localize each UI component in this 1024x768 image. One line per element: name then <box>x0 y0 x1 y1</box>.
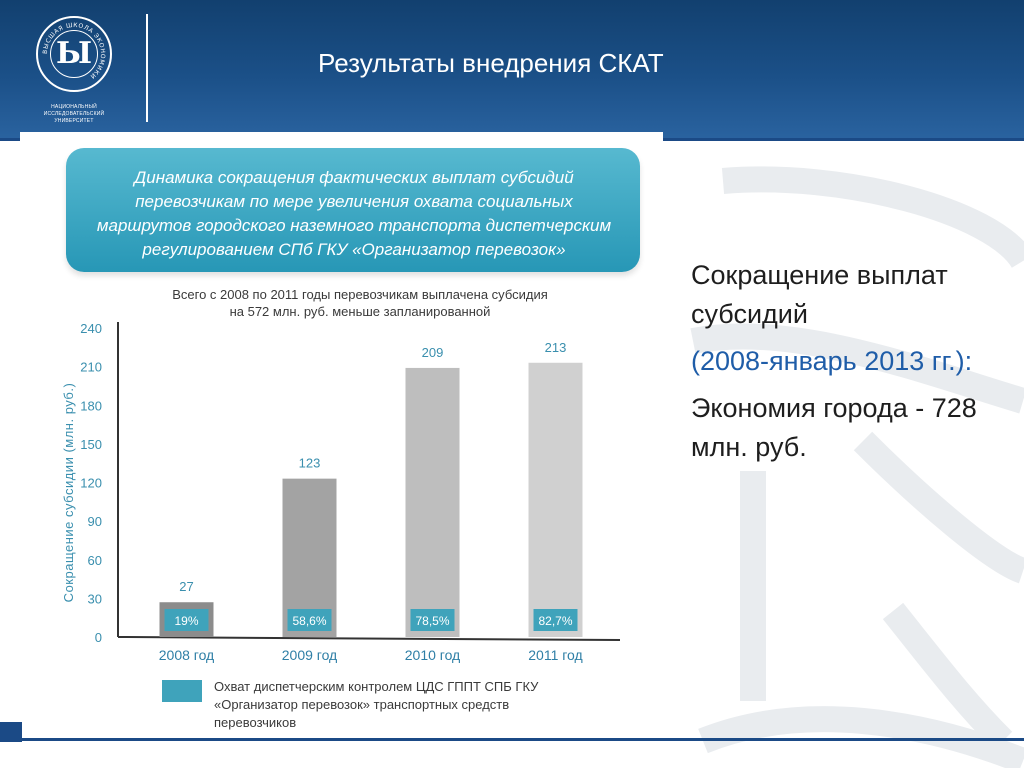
bar-value-label: 213 <box>544 339 567 355</box>
coverage-label: 19% <box>174 614 199 628</box>
logo-ring-text: ВЫСШАЯ ШКОЛА ЭКОНОМИКИ <box>41 21 107 81</box>
y-tick-label: 210 <box>80 359 102 375</box>
bar <box>529 363 583 637</box>
logo-caption <box>22 104 126 125</box>
bar-value-label: 27 <box>179 579 194 595</box>
chart-panel <box>20 132 663 740</box>
x-category-label: 2010 год <box>404 647 461 663</box>
side-line2: (2008-январь 2013 гг.): <box>691 346 973 376</box>
chart-note-line1: Всего с 2008 по 2011 годы перевозчикам выплачена субсидия <box>172 287 548 302</box>
bar-value-label: 209 <box>421 344 444 360</box>
y-axis-title: Сокращение субсидии (млн. руб.) <box>61 382 76 603</box>
x-category-label: 2011 год <box>528 647 583 663</box>
header-divider <box>146 14 148 122</box>
y-tick-label: 90 <box>87 514 102 530</box>
slide-header <box>0 0 1024 140</box>
legend-swatch <box>162 680 202 702</box>
coverage-label: 82,7% <box>538 614 573 628</box>
footer-line <box>0 738 1024 741</box>
y-tick-label: 120 <box>80 475 102 491</box>
x-category-label: 2008 год <box>158 647 215 663</box>
y-tick-label: 150 <box>80 436 102 452</box>
x-axis-line <box>118 637 620 640</box>
logo-circle <box>36 16 112 92</box>
logo-monogram: Ы <box>50 30 98 78</box>
bar <box>406 368 460 637</box>
y-tick-label: 180 <box>80 398 102 414</box>
bar-value-label: 123 <box>298 455 321 471</box>
logo-caption-line2: УНИВЕРСИТЕТ <box>54 118 94 124</box>
side-summary <box>691 256 991 467</box>
y-tick-label: 240 <box>80 321 102 336</box>
hse-logo <box>22 16 126 124</box>
slide-title: Результаты внедрения СКАТ <box>318 48 664 78</box>
bar-chart <box>20 132 663 740</box>
chart-note-line2: на 572 млн. руб. меньше запланированной <box>229 304 491 319</box>
coverage-label: 58,6% <box>292 614 327 628</box>
side-line1: Сокращение выплат субсидий <box>691 260 948 329</box>
logo-caption-line1: НАЦИОНАЛЬНЫЙ ИССЛЕДОВАТЕЛЬСКИЙ <box>43 104 105 117</box>
y-tick-label: 0 <box>94 630 102 645</box>
coverage-label: 78,5% <box>415 614 450 628</box>
banner-text: Динамика сокращения фактических выплат субсидий перевозчикам по мере увеличения охвата социальных маршрутов городского наземного транспорта диспетчерским регулированием СПб ГКУ «Организатор перевозок» <box>96 168 612 259</box>
side-line3: Экономия города - 728 млн. руб. <box>691 393 977 462</box>
y-tick-label: 60 <box>87 552 102 568</box>
y-tick-label: 30 <box>87 591 102 607</box>
legend-text: Охват диспетчерским контролем ЦДС ГППТ СПБ ГКУ «Организатор перевозок» транспортных средств перевозчиков <box>214 679 539 730</box>
x-category-label: 2009 год <box>281 647 338 663</box>
